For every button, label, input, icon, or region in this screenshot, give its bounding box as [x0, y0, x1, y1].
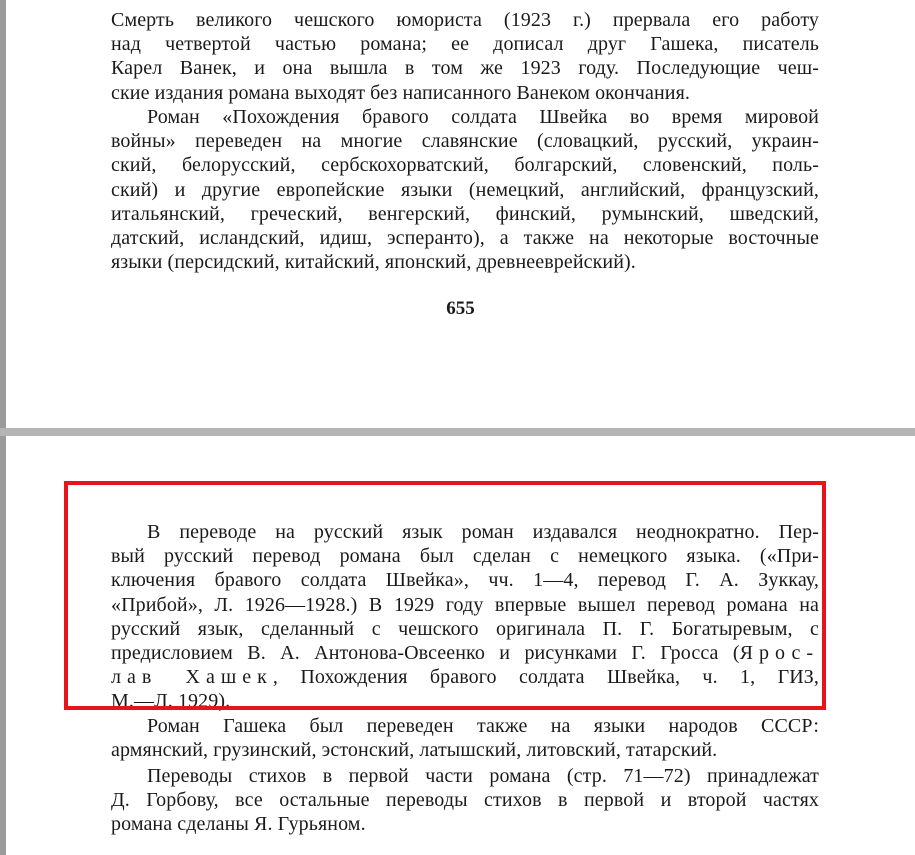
text-line: ский, белорусский, сербскохорватский, болгарский, словенский, поль-: [111, 154, 819, 177]
text-line: войны» переведен на многие славянские (словацкий, русский, украин-: [111, 130, 819, 153]
text-line: романа сделаны Я. Гурьяном.: [111, 813, 366, 836]
text-fragment: , Похождения бравого солдата Швейка, ч. 1, ГИЗ,: [272, 666, 819, 689]
paragraph-verse-translations: [111, 764, 819, 837]
paragraph-translations: [111, 105, 819, 274]
text-line: В переводе на русский язык роман издавался неоднократно. Пер-: [147, 521, 819, 543]
text-line: Переводы стихов в первой части романа (стр. 71—72) принадлежат: [147, 765, 819, 787]
text-line: «Прибой», Л. 1926—1928.) В 1929 году впервые вышел перевод романа на: [111, 593, 819, 616]
text-line: русский язык, сделанный с чешского оригинала П. Г. Богатыревым, с: [111, 617, 819, 640]
paragraph-death-of-author: [111, 8, 819, 105]
text-line: ские издания романа выходят без написанного Ванеком окончания.: [111, 81, 691, 104]
text-line: ский) и другие европейские языки (немецкий, английский, французский,: [111, 178, 819, 201]
text-line: армянский, грузинский, эстонский, латышский, литовский, татарский.: [111, 739, 718, 762]
text-line: ключения бравого солдата Швейка», чч. 1—4, перевод Г. А. Зуккау,: [111, 569, 819, 592]
highlight-box: [64, 481, 826, 710]
text-line: вый русский перевод романа был сделан с немецкого языка. («При-: [111, 545, 819, 568]
page-number: 655: [446, 298, 475, 319]
text-fragment: предисловием В. А. Антонова-Овсеенко и рисунками Г. Гросса (: [111, 642, 740, 665]
spaced-author-name: Ярос-: [739, 642, 819, 665]
text-line: Д. Горбову, все остальные переводы стихов в первой и второй частях: [111, 789, 819, 812]
text-line: Смерть великого чешского юмориста (1923 г.) прервала его работу: [111, 9, 819, 31]
text-line: над четвертой частью романа; ее дописал друг Гашека, писатель: [111, 33, 819, 56]
text-line: Роман Гашека был переведен также на языки народов СССР:: [147, 715, 819, 737]
text-line: Карел Ванек, и она вышла в том же 1923 году. Последующие чеш-: [111, 57, 819, 80]
page-divider: [0, 428, 915, 436]
page-top: [6, 0, 915, 428]
text-line: языки (персидский, китайский, японский, древнееврейский).: [111, 251, 636, 274]
spaced-author-name: лав Хашек: [111, 666, 273, 689]
text-line: М.—Л. 1929).: [111, 690, 231, 713]
paragraph-ussr-languages: [111, 714, 819, 762]
text-line: итальянский, греческий, венгерский, финский, румынский, шведский,: [111, 202, 819, 225]
text-line: датский, исландский, идиш, эсперанто), а также на некоторые восточные: [111, 227, 819, 250]
text-line: Роман «Похождения бравого солдата Швейка во время мировой: [147, 106, 819, 128]
